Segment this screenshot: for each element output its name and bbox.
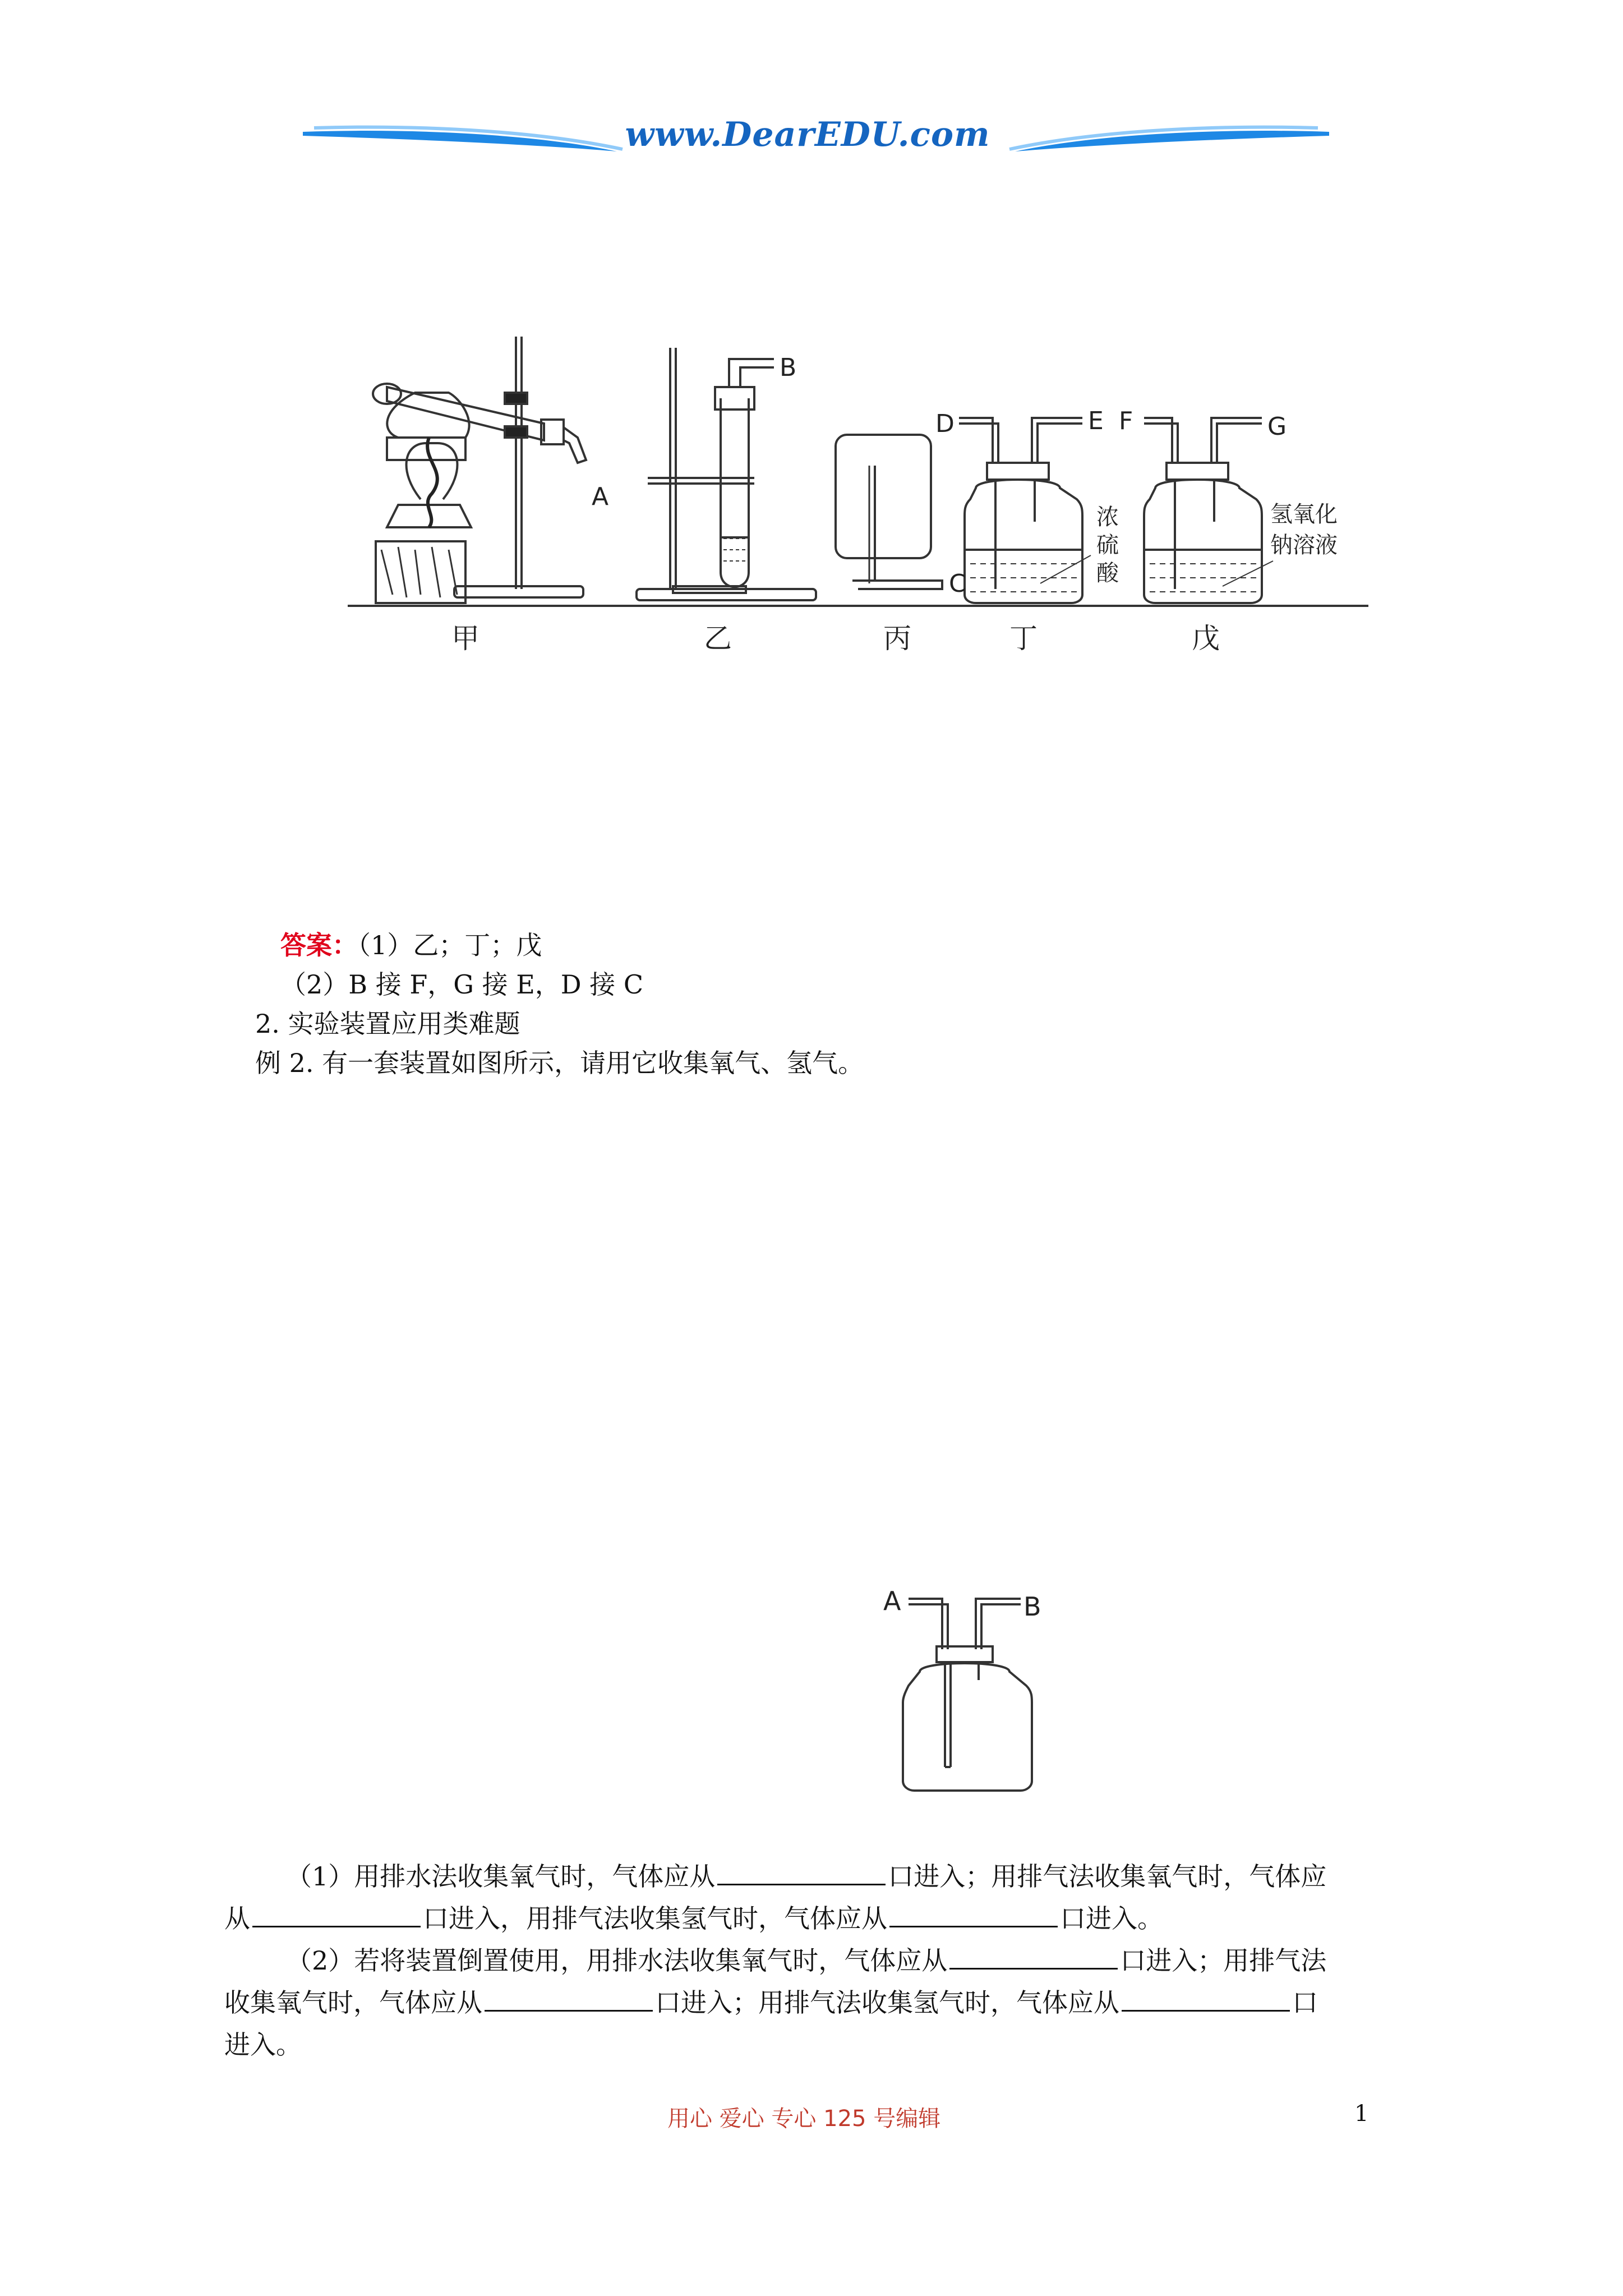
liquid-label-wu-1: 氢氧化 <box>1270 501 1338 527</box>
q2-blank-1[interactable] <box>949 1943 1118 1970</box>
page-number: 1 <box>1354 2101 1369 2127</box>
q2-blank-3[interactable] <box>1122 1985 1290 2012</box>
port-label-a: A <box>592 482 609 511</box>
q2-part-c: 收集氧气时，气体应从 <box>224 1987 482 2018</box>
q2-part-d: 口进入；用排气法收集氢气时，气体应从 <box>655 1987 1119 2018</box>
q1-part-b: 口进入；用排气法收集氧气时，气体应 <box>888 1861 1327 1892</box>
q2-part-b: 口进入；用排气法 <box>1120 1945 1327 1976</box>
liquid-label-ding-3: 酸 <box>1096 560 1119 586</box>
port-label-d: D <box>935 409 955 438</box>
port-label-g: G <box>1267 412 1287 441</box>
port-label-e: E <box>1088 407 1104 435</box>
apparatus-bing <box>836 435 942 589</box>
answer-text-1: （1）乙；丁；戊 <box>358 930 542 960</box>
answer-line-1 <box>280 928 542 962</box>
apparatus-name-yi: 乙 <box>704 622 732 655</box>
q1-part-c: 从 <box>224 1903 250 1934</box>
apparatus-name-bing: 丙 <box>883 622 911 655</box>
question-2-line-1 <box>286 1941 1326 1980</box>
example-2-text: 例 2. 有一套装置如图所示，请用它收集氧气、氢气。 <box>255 1048 864 1078</box>
liquid-label-ding-1: 浓 <box>1096 504 1119 530</box>
bottle-port-label-b: B <box>1023 1591 1041 1622</box>
apparatus-yi <box>637 348 816 600</box>
port-label-c: C <box>949 569 966 598</box>
question-2-line-2 <box>224 1983 1318 2022</box>
question-2-line-3: 进入。 <box>224 2030 302 2060</box>
q2-part-a: （2）若将装置倒置使用，用排水法收集氧气时，气体应从 <box>286 1945 948 1976</box>
answer-label: 答案： <box>280 930 358 960</box>
q1-blank-3[interactable] <box>889 1901 1058 1927</box>
port-label-f: F <box>1119 407 1133 435</box>
liquid-label-ding-2: 硫 <box>1096 532 1119 558</box>
apparatus-ding <box>959 418 1091 603</box>
apparatus-name-jia: 甲 <box>451 622 479 655</box>
q1-part-d: 口进入，用排气法收集氢气时，气体应从 <box>423 1903 887 1934</box>
q1-blank-1[interactable] <box>717 1859 886 1885</box>
port-label-b: B <box>780 353 797 382</box>
brand-logo-text: www.DearEDU.com <box>625 115 990 154</box>
apparatus-wu <box>1144 418 1273 603</box>
q1-part-a: （1）用排水法收集氧气时，气体应从 <box>286 1861 716 1892</box>
q1-blank-2[interactable] <box>252 1901 421 1927</box>
footer-text: 用心 爱心 专心 125 号编辑 <box>667 2106 941 2132</box>
q2-blank-2[interactable] <box>485 1985 653 2012</box>
question-1-line-2 <box>224 1899 1163 1938</box>
liquid-label-wu-2: 钠溶液 <box>1270 532 1338 558</box>
gas-bottle-figure <box>875 1582 1088 1806</box>
answer-line-2: （2）B 接 F，G 接 E，D 接 C <box>280 969 644 1000</box>
bottle-port-label-a: A <box>883 1586 901 1616</box>
apparatus-jia <box>373 337 586 603</box>
apparatus-name-wu: 戊 <box>1192 622 1220 655</box>
q1-part-e: 口进入。 <box>1060 1903 1163 1934</box>
section-title: 2. 实验装置应用类难题 <box>255 1009 520 1039</box>
apparatus-name-ding: 丁 <box>1009 622 1038 655</box>
q2-part-e: 口 <box>1292 1987 1318 2018</box>
apparatus-figure <box>336 325 1402 662</box>
question-1-line-1 <box>286 1857 1326 1896</box>
